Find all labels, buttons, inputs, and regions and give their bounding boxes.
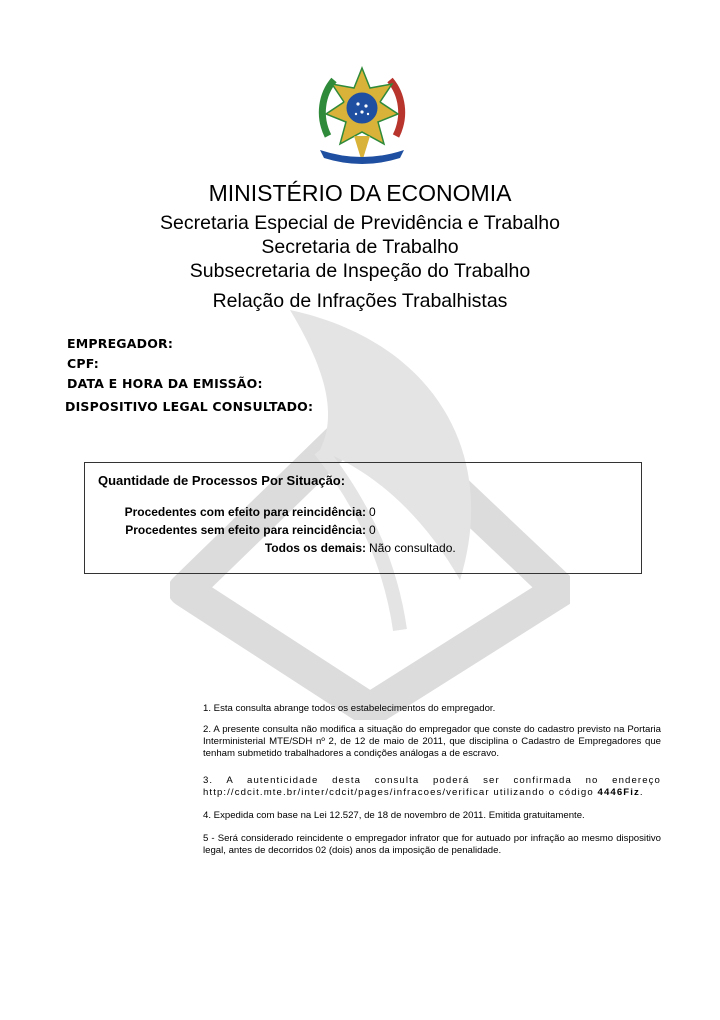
secretaria-especial-title: Secretaria Especial de Previdência e Trabalho — [160, 212, 560, 234]
note-3: 3. A autenticidade desta consulta poderá ser confirmada no endereço http://cdcit.mte.br/inter/cdcit/pages/infracoes/verificar utilizando o código 4446Fiz. — [203, 775, 661, 798]
note-2: 2. A presente consulta não modifica a situação do empregador que conste do cadastro previsto na Portaria Interministerial MTE/SDH nº 2, de 12 de maio de 2011, que disciplina o Cadastro de Empregadores que tenham submetido trabalhadores a condições análogas a de escravo. — [203, 724, 661, 759]
summary-box — [84, 462, 642, 574]
note-3-text: 3. A autenticidade desta consulta poderá ser confirmada no endereço http://cdcit.mte.br/inter/cdcit/pages/infracoes/verificar utilizando o código — [203, 775, 661, 798]
summary-row-label: Procedentes com efeito para reincidência: — [124, 505, 366, 519]
empregador-label: EMPREGADOR: — [67, 336, 174, 351]
summary-row-label: Procedentes sem efeito para reincidência: — [125, 523, 366, 537]
summary-row-value: 0 — [369, 523, 376, 537]
verification-code: 4446Fiz — [597, 787, 640, 798]
summary-row-value: 0 — [369, 505, 376, 519]
note-1: 1. Esta consulta abrange todos os estabelecimentos do empregador. — [203, 703, 496, 714]
secretaria-title: Secretaria de Trabalho — [261, 236, 459, 258]
cpf-label: CPF: — [67, 356, 99, 371]
note-5: 5 - Será considerado reincidente o empregador infrator que for autuado por infração ao mesmo dispositivo legal, antes de decorridos 02 (dois) anos da imposição de penalidade. — [203, 833, 661, 856]
data-hora-emissao-label: DATA E HORA DA EMISSÃO: — [67, 376, 263, 391]
dispositivo-legal-label: DISPOSITIVO LEGAL CONSULTADO: — [65, 399, 314, 414]
brazil-coat-of-arms-icon — [314, 66, 410, 166]
subsecretaria-title: Subsecretaria de Inspeção do Trabalho — [189, 260, 531, 282]
summary-row-label: Todos os demais: — [264, 541, 366, 555]
summary-title: Quantidade de Processos Por Situação: — [98, 473, 346, 488]
ministry-title: MINISTÉRIO DA ECONOMIA — [208, 180, 512, 206]
note-4: 4. Expedida com base na Lei 12.527, de 18 de novembro de 2011. Emitida gratuitamente. — [203, 810, 585, 821]
summary-row-value: Não consultado. — [369, 541, 456, 555]
document-title: Relação de Infrações Trabalhistas — [212, 290, 508, 312]
